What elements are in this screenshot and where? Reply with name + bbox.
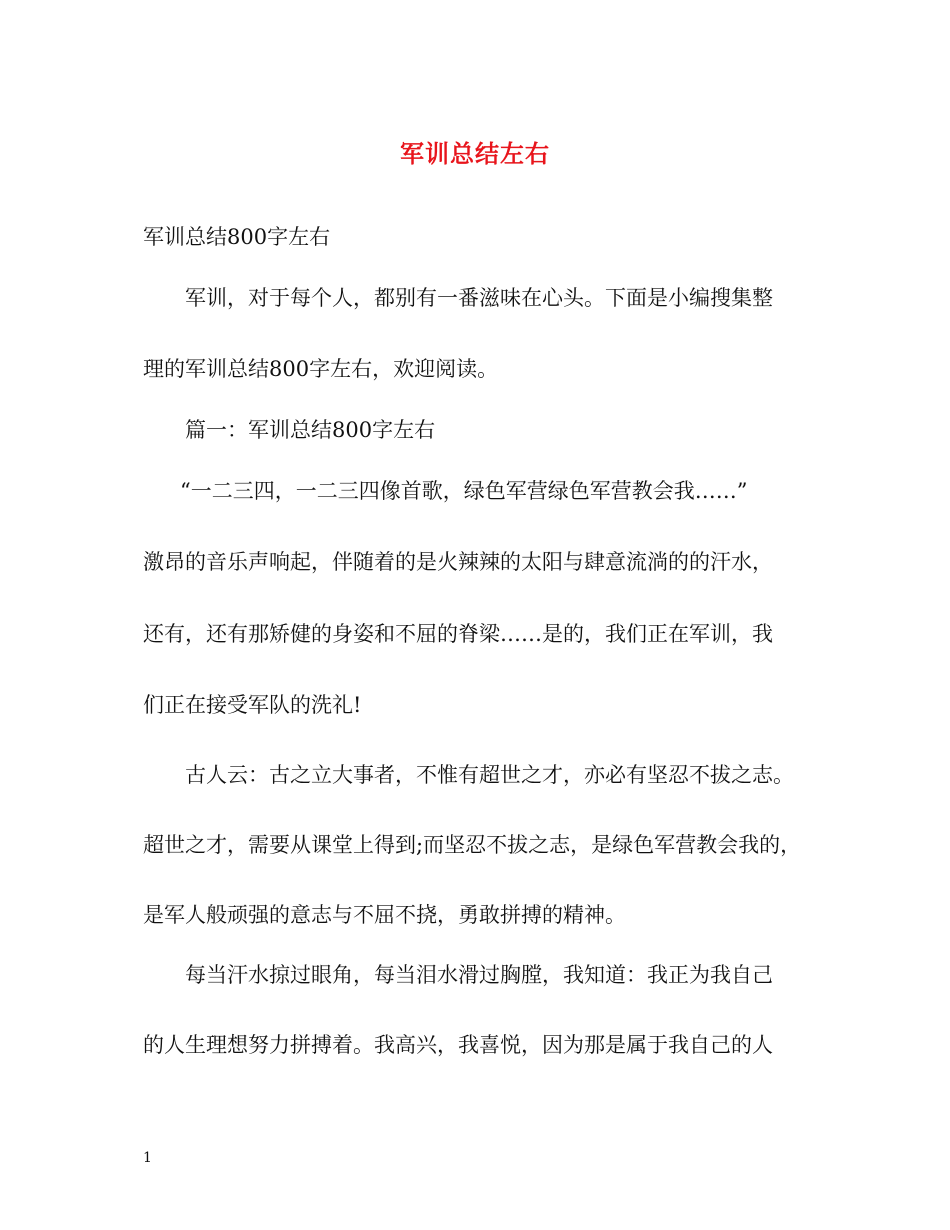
- page-number: 1: [143, 1150, 152, 1166]
- document-title: 军训总结左右: [400, 139, 550, 168]
- paragraph-line: 每当汗水掠过眼角，每当泪水滑过胸膛，我知道：我正为我自己: [185, 963, 773, 987]
- section-heading: 篇一：军训总结800字左右: [185, 418, 436, 442]
- paragraph-line: “一二三四，一二三四像首歌，绿色军营绿色军营教会我……”: [180, 479, 748, 503]
- paragraph-line: 们正在接受军队的洗礼!: [143, 693, 362, 717]
- paragraph-line: 理的军训总结800字左右，欢迎阅读。: [143, 357, 499, 381]
- paragraph-line: 还有，还有那矫健的身姿和不屈的脊梁……是的，我们正在军训，我: [143, 622, 773, 646]
- paragraph-line: 超世之才，需要从课堂上得到;而坚忍不拔之志，是绿色军营教会我的，: [143, 833, 802, 857]
- paragraph-line: 军训，对于每个人，都别有一番滋味在心头。下面是小编搜集整: [185, 286, 773, 310]
- paragraph-line: 的人生理想努力拼搏着。我高兴，我喜悦，因为那是属于我自己的人: [143, 1033, 773, 1057]
- paragraph-line: 是军人般顽强的意志与不屈不挠，勇敢拼搏的精神。: [143, 903, 626, 927]
- paragraph-line: 古人云：古之立大事者，不惟有超世之才，亦必有坚忍不拔之志。: [185, 763, 794, 787]
- document-subtitle: 军训总结800字左右: [143, 225, 331, 249]
- paragraph-line: 激昂的音乐声响起，伴随着的是火辣辣的太阳与肆意流淌的的汗水，: [143, 550, 773, 574]
